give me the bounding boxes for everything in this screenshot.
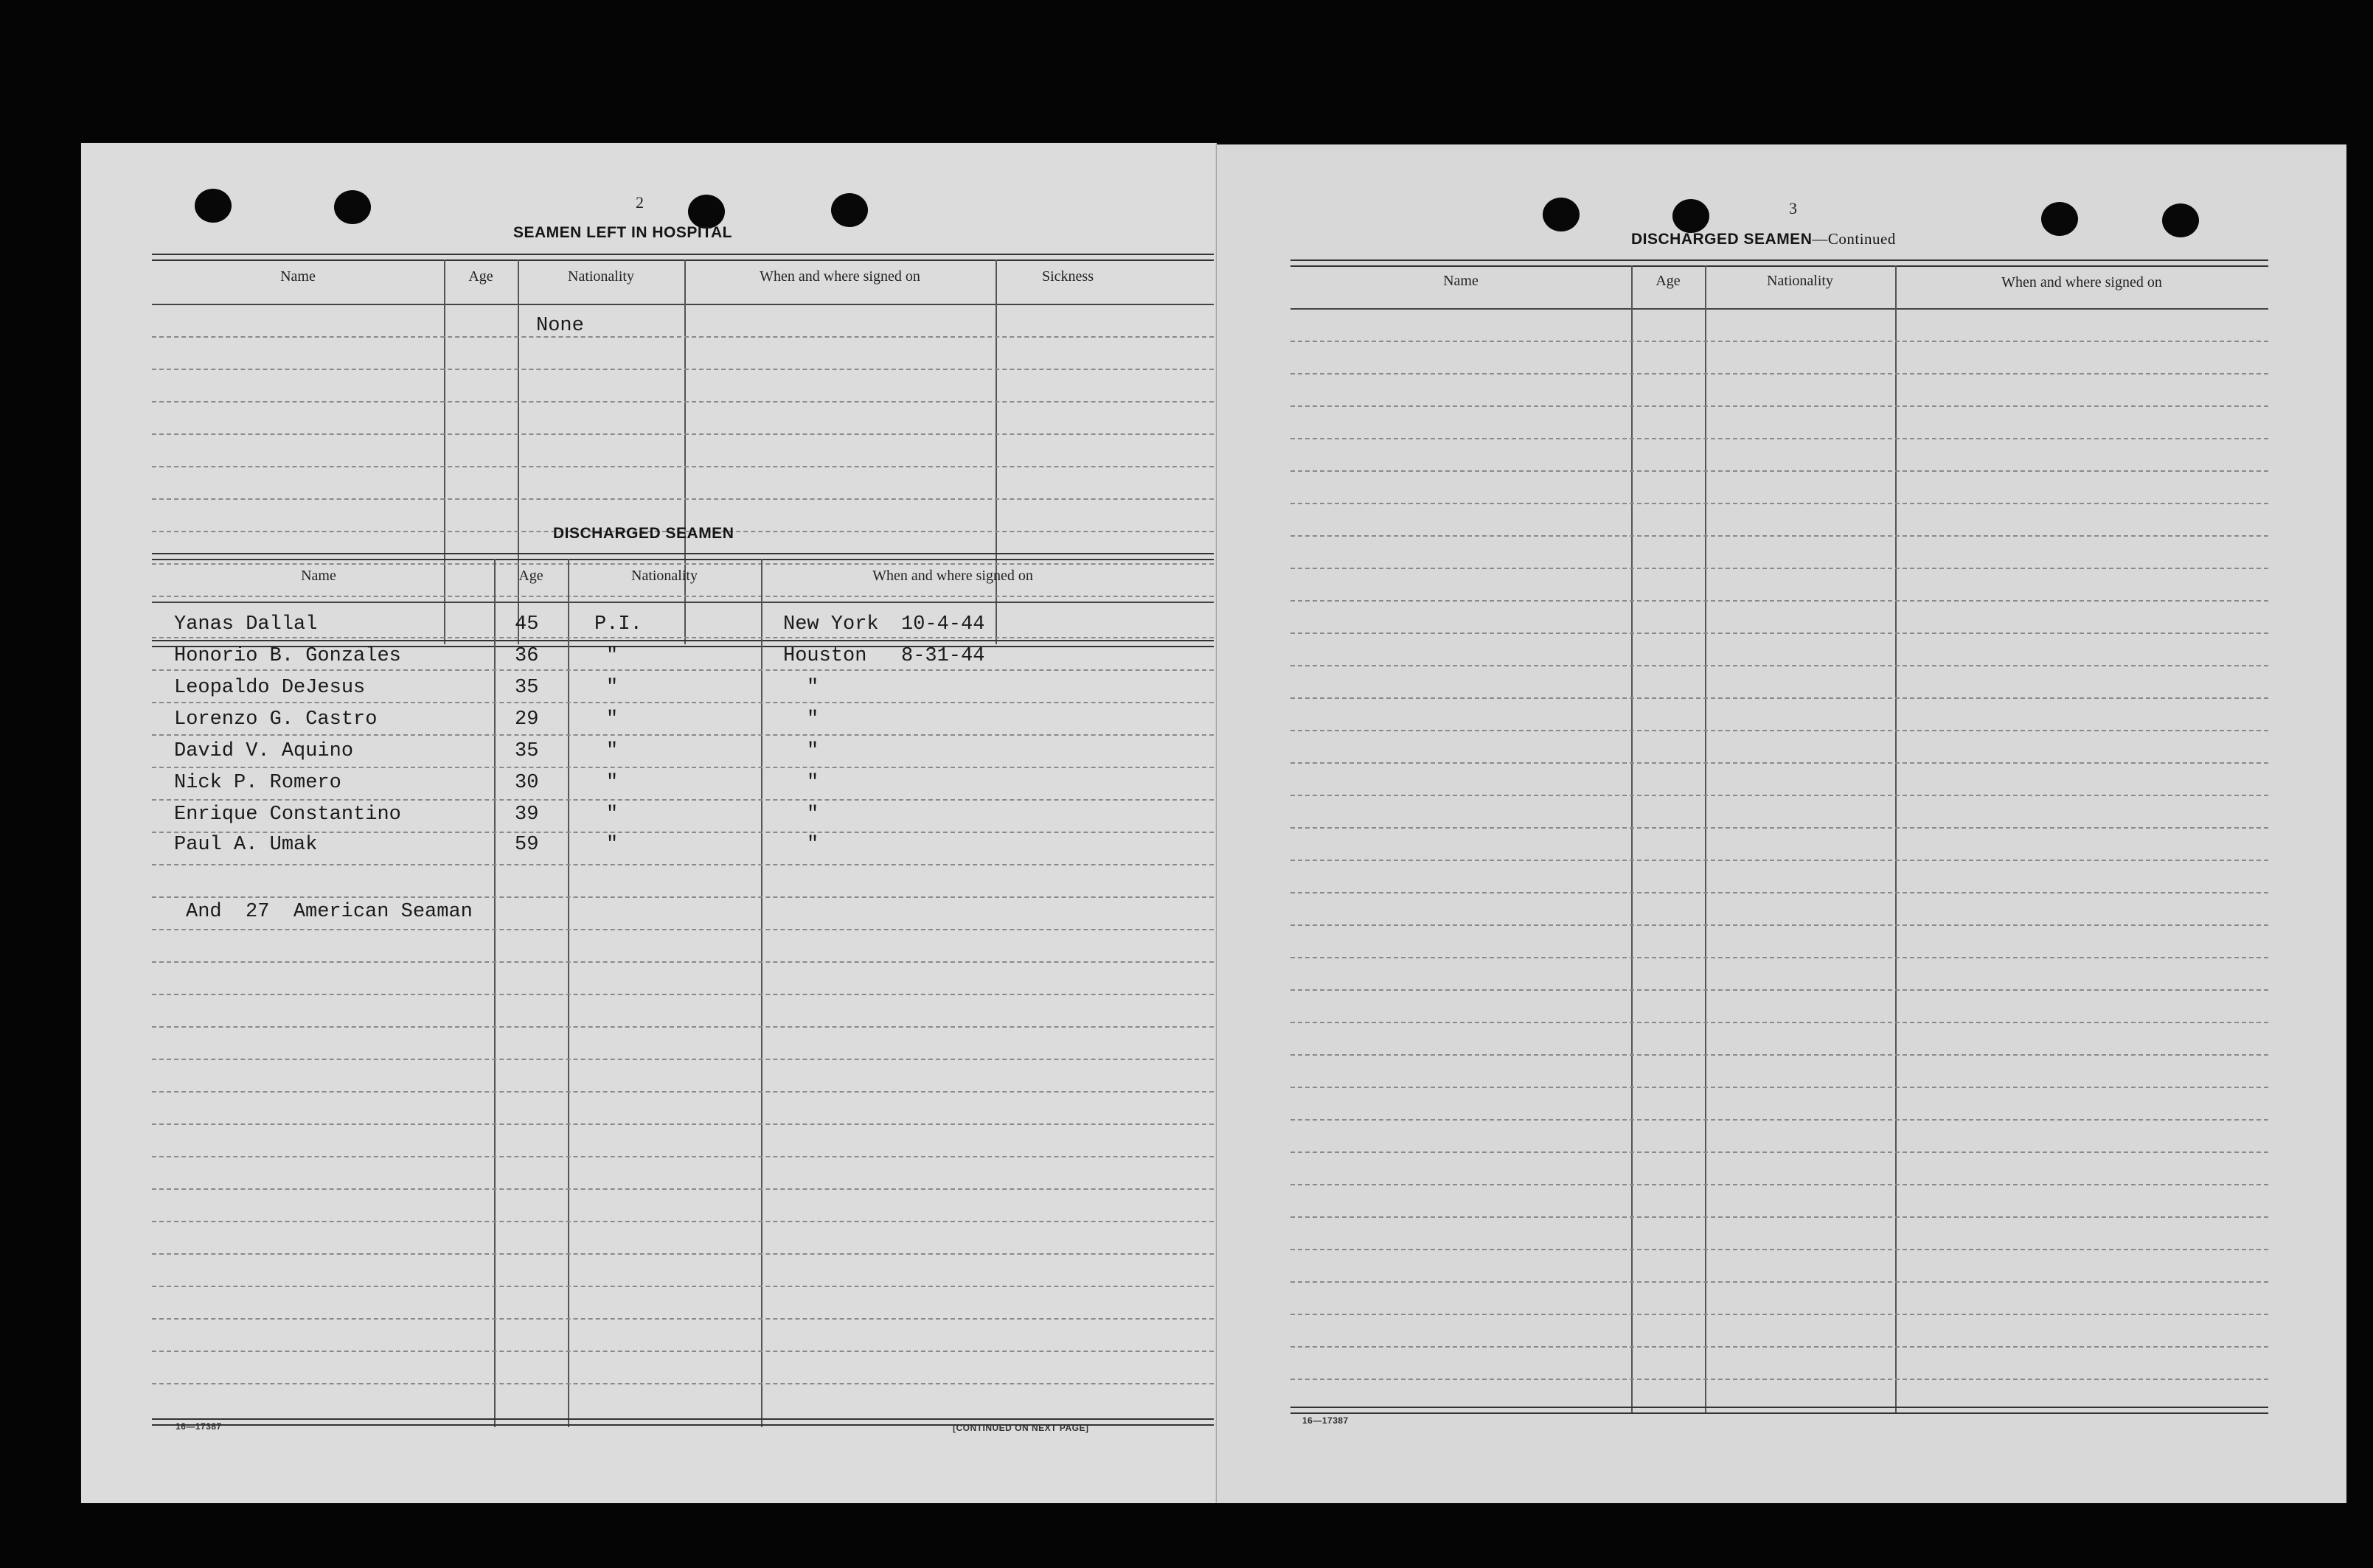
hospital-section-title: SEAMEN LEFT IN HOSPITAL bbox=[513, 224, 732, 241]
punch-hole bbox=[2041, 202, 2078, 236]
table-row bbox=[152, 896, 1214, 898]
column-divider bbox=[444, 259, 445, 644]
table-top-rule bbox=[1290, 259, 2268, 267]
table-row bbox=[152, 498, 1214, 500]
table-row bbox=[152, 1156, 1214, 1157]
table-row bbox=[1290, 697, 2268, 699]
seaman-name: Nick P. Romero bbox=[174, 772, 341, 794]
col-head-signed-on: When and where signed on bbox=[872, 568, 1033, 584]
signed-on-place: " bbox=[807, 772, 819, 794]
table-row bbox=[1290, 1281, 2268, 1283]
table-row bbox=[152, 336, 1214, 338]
col-head-age: Age bbox=[518, 568, 543, 584]
table-row bbox=[152, 369, 1214, 370]
table-top-rule bbox=[152, 254, 1214, 261]
col-head-name: Name bbox=[1443, 273, 1479, 289]
col-head-signed-on: When and where signed on bbox=[2001, 274, 2162, 290]
table-row bbox=[1290, 600, 2268, 602]
table-row bbox=[1290, 665, 2268, 666]
table-row bbox=[1290, 827, 2268, 829]
seaman-nationality: P.I. bbox=[594, 613, 642, 635]
signed-on-place: Houston bbox=[783, 645, 867, 667]
table-top-rule bbox=[152, 553, 1214, 560]
table-row bbox=[1290, 568, 2268, 569]
punch-hole bbox=[2162, 203, 2199, 237]
table-row bbox=[1290, 730, 2268, 731]
col-head-nationality: Nationality bbox=[631, 568, 698, 584]
table-row bbox=[1290, 1249, 2268, 1250]
table-row bbox=[1290, 503, 2268, 504]
table-row bbox=[1290, 762, 2268, 764]
signed-on-place: " bbox=[807, 834, 819, 856]
table-row bbox=[152, 864, 1214, 865]
seaman-age: 36 bbox=[515, 645, 539, 667]
table-row bbox=[152, 1026, 1214, 1028]
column-divider bbox=[518, 259, 519, 644]
table-row bbox=[1290, 924, 2268, 926]
column-divider bbox=[494, 559, 496, 1427]
left-page bbox=[81, 143, 1217, 1503]
table-row bbox=[1290, 1119, 2268, 1121]
table-row bbox=[152, 466, 1214, 467]
table-row bbox=[152, 1091, 1214, 1093]
table-row bbox=[1290, 957, 2268, 958]
table-row bbox=[152, 929, 1214, 930]
seaman-nationality: " bbox=[606, 834, 619, 856]
table-row bbox=[1290, 405, 2268, 407]
seaman-nationality: " bbox=[606, 677, 619, 699]
table-row bbox=[152, 994, 1214, 995]
seaman-age: 30 bbox=[515, 772, 539, 794]
seaman-name: Yanas Dallal bbox=[174, 613, 318, 635]
table-row bbox=[152, 1286, 1214, 1287]
seaman-age: 45 bbox=[515, 613, 539, 635]
seaman-name: Enrique Constantino bbox=[174, 804, 401, 826]
right-page bbox=[1217, 144, 2346, 1503]
seaman-age: 39 bbox=[515, 804, 539, 826]
table-row bbox=[1290, 795, 2268, 796]
column-divider bbox=[568, 559, 569, 1427]
form-number: 16—17387 bbox=[176, 1421, 222, 1432]
table-row bbox=[152, 563, 1214, 565]
seaman-name: Paul A. Umak bbox=[174, 834, 318, 856]
discharged-section-title: DISCHARGED SEAMEN bbox=[553, 525, 734, 542]
table-row bbox=[152, 1351, 1214, 1352]
table-row bbox=[1290, 1184, 2268, 1185]
table-row bbox=[152, 832, 1214, 833]
punch-hole bbox=[1672, 199, 1709, 233]
page-number: 3 bbox=[1789, 199, 1797, 217]
seaman-name: David V. Aquino bbox=[174, 740, 354, 762]
signed-on-place: " bbox=[807, 677, 819, 699]
table-row bbox=[152, 1188, 1214, 1190]
table-row bbox=[152, 734, 1214, 736]
table-row bbox=[152, 433, 1214, 435]
table-row bbox=[152, 1123, 1214, 1125]
seaman-name: Leopaldo DeJesus bbox=[174, 677, 366, 699]
signed-on-place: " bbox=[807, 708, 819, 731]
title-suffix: —Continued bbox=[1812, 230, 1896, 248]
table-row bbox=[152, 1059, 1214, 1060]
table-row bbox=[1290, 535, 2268, 537]
page-number: 2 bbox=[636, 193, 644, 212]
seaman-nationality: " bbox=[606, 708, 619, 731]
table-row bbox=[152, 596, 1214, 597]
col-head-signed-on: When and where signed on bbox=[760, 268, 920, 285]
table-row bbox=[152, 767, 1214, 768]
table-row bbox=[152, 799, 1214, 801]
table-row bbox=[152, 669, 1214, 671]
signed-on-place: New York bbox=[783, 613, 879, 635]
table-row bbox=[1290, 1314, 2268, 1315]
table-bottom-rule bbox=[1290, 1407, 2268, 1414]
col-head-name: Name bbox=[280, 268, 316, 285]
table-row bbox=[152, 1221, 1214, 1222]
table-row bbox=[1290, 1054, 2268, 1056]
col-head-sickness: Sickness bbox=[1042, 268, 1094, 285]
punch-hole bbox=[1543, 198, 1580, 231]
discharged-continued-title bbox=[1631, 230, 1896, 248]
punch-hole bbox=[831, 193, 868, 227]
column-divider bbox=[761, 559, 762, 1427]
punch-hole bbox=[334, 190, 371, 224]
table-row bbox=[152, 401, 1214, 403]
col-head-name: Name bbox=[301, 568, 336, 584]
form-number: 16—17387 bbox=[1302, 1415, 1349, 1426]
hospital-entry: None bbox=[536, 315, 584, 337]
punch-hole bbox=[195, 189, 232, 223]
signed-on-place: " bbox=[807, 740, 819, 762]
table-row bbox=[1290, 892, 2268, 893]
col-head-age: Age bbox=[1655, 273, 1681, 289]
table-row bbox=[1290, 989, 2268, 991]
header-rule bbox=[152, 304, 1214, 305]
table-row bbox=[1290, 438, 2268, 439]
header-rule bbox=[152, 602, 1214, 603]
table-row bbox=[1290, 470, 2268, 472]
seaman-age: 35 bbox=[515, 740, 539, 762]
table-row bbox=[1290, 1346, 2268, 1348]
table-row bbox=[152, 1253, 1214, 1255]
signed-on-date: 8-31-44 bbox=[901, 645, 985, 667]
seaman-nationality: " bbox=[606, 804, 619, 826]
seaman-age: 59 bbox=[515, 834, 539, 856]
column-divider bbox=[996, 259, 997, 644]
table-row bbox=[152, 961, 1214, 963]
table-row bbox=[152, 1383, 1214, 1384]
table-row bbox=[1290, 1087, 2268, 1088]
header-rule bbox=[1290, 308, 2268, 310]
table-row bbox=[1290, 860, 2268, 861]
signed-on-date: 10-4-44 bbox=[901, 613, 985, 635]
table-row bbox=[1290, 1151, 2268, 1153]
column-divider bbox=[684, 259, 686, 644]
table-row bbox=[1290, 373, 2268, 374]
title-text: DISCHARGED SEAMEN bbox=[1631, 231, 1813, 248]
seaman-name: Honorio B. Gonzales bbox=[174, 645, 401, 667]
table-row bbox=[152, 702, 1214, 703]
col-head-age: Age bbox=[468, 268, 493, 285]
seaman-nationality: " bbox=[606, 772, 619, 794]
col-head-nationality: Nationality bbox=[568, 268, 634, 285]
table-row bbox=[1290, 633, 2268, 634]
table-row bbox=[1290, 1022, 2268, 1023]
american-seamen-note: And 27 American Seaman bbox=[186, 901, 473, 923]
table-row bbox=[1290, 1216, 2268, 1218]
seaman-age: 29 bbox=[515, 708, 539, 731]
seaman-age: 35 bbox=[515, 677, 539, 699]
seaman-nationality: " bbox=[606, 740, 619, 762]
col-head-nationality: Nationality bbox=[1767, 273, 1833, 289]
table-row bbox=[1290, 341, 2268, 342]
signed-on-place: " bbox=[807, 804, 819, 826]
continued-note: [CONTINUED ON NEXT PAGE] bbox=[953, 1423, 1089, 1433]
seaman-name: Lorenzo G. Castro bbox=[174, 708, 378, 731]
table-row bbox=[1290, 1379, 2268, 1380]
table-row bbox=[152, 1318, 1214, 1320]
seaman-nationality: " bbox=[606, 645, 619, 667]
table-row bbox=[152, 637, 1214, 638]
